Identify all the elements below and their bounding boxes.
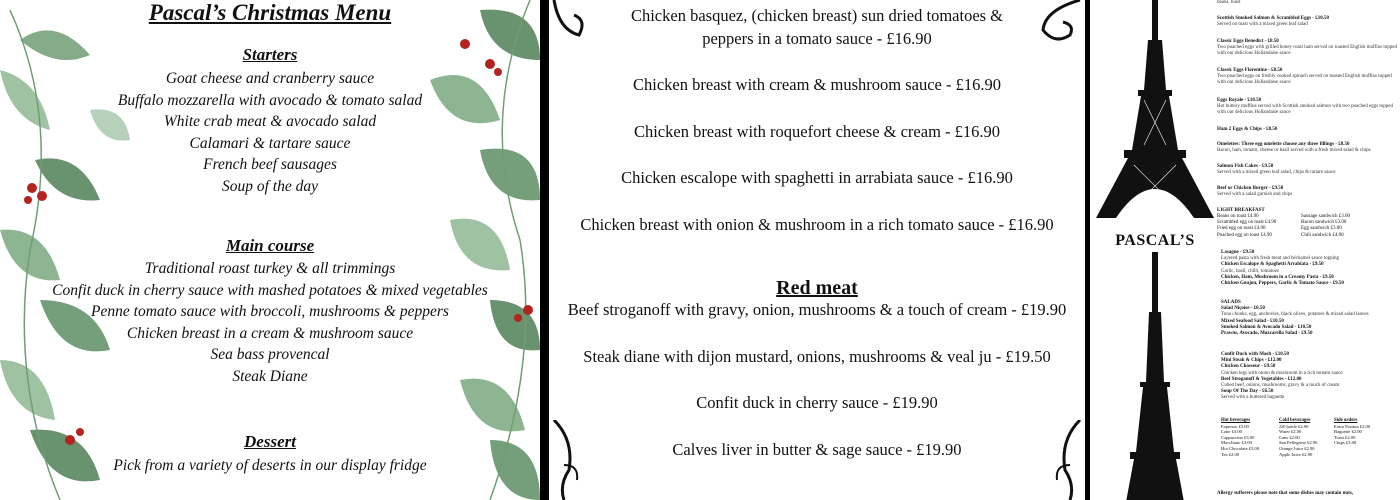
beverage-item: Cans £2.00 xyxy=(1279,434,1300,440)
course-item: Calves liver in butter & sage sauce - £19.90 xyxy=(672,440,962,459)
menu-item-desc: Served on toast with a mixed green leaf salad xyxy=(1217,22,1308,28)
light-breakfast-item: Chili sandwich £4.90 xyxy=(1301,232,1344,238)
menu-item-name: Beef Stroganoff & Vegetables - £12.00 xyxy=(1221,376,1302,382)
christmas-menu-panel xyxy=(0,0,540,500)
menu-item-desc: Served with a salad garnish and chips xyxy=(1217,192,1293,198)
menu-item-name: Smoked Salmon & Avocado Salad - £10.50 xyxy=(1221,324,1312,330)
christmas-menu-title: Pascal’s Christmas Menu xyxy=(148,0,392,25)
menu-item-name: Mixed Seafood Salad - £10.50 xyxy=(1221,318,1284,324)
side-order-item: Toast £2.00 xyxy=(1334,434,1356,440)
light-breakfast-item: Scrambled egg on toast £4.90 xyxy=(1217,220,1277,226)
cold-beverages-list xyxy=(1279,418,1334,457)
course-item: Chicken escalope with spaghetti in arrabiata sauce - £16.90 xyxy=(621,168,1013,187)
dessert-item: Pick from a variety of deserts in our display fridge xyxy=(113,457,427,474)
menu-item-name: Chicken Escalope & Spaghetti Arrabiata - £9.50 xyxy=(1221,262,1324,268)
menu-item-desc: Bacon, ham, tomato, cheese or basil served with a fresh mixed salad & chips xyxy=(1217,148,1371,154)
light-breakfast-item: Poached egg on toast £4.90 xyxy=(1217,232,1272,238)
menu-item-name: Omelettes: Three egg omelette choose any three fillings - £8.50 xyxy=(1217,142,1350,147)
course-item: peppers in a tomato sauce - £16.90 xyxy=(702,29,932,48)
side-order-item: Baguette £2.00 xyxy=(1334,429,1362,435)
cold-beverages-heading: Cold beverages xyxy=(1279,418,1311,423)
light-breakfast-item: Egg sandwich £3.00 xyxy=(1301,226,1342,232)
beverage-item: J20 bottle £2.90 xyxy=(1279,423,1309,429)
menu-item-name: Prawns, Avocado, Mozzarella Salad - £9.50 xyxy=(1221,331,1313,337)
main-course-item: Penne tomato sauce with broccoli, mushrooms & peppers xyxy=(91,303,449,320)
menu-item-desc: Chicken legs with onion & mushroom in a rich tomato sauce xyxy=(1221,370,1343,376)
light-breakfast-item: Fried egg on toast £4.90 xyxy=(1217,226,1266,232)
menu-item-name: Scottish Smoked Salmon & Scrambled Eggs - £10.50 xyxy=(1217,16,1329,21)
side-orders-list xyxy=(1334,418,1396,446)
allergy-note: Allergy sufferers please note that some dishes may contain nuts, xyxy=(1217,491,1354,496)
menu-item-desc: Hot buttery muffins served with Scottish smoked salmon with two poached eggs topped with our delicious Hollandaise sauce xyxy=(1217,104,1393,116)
menu-item-name: Beef or Chicken Burger - £9.50 xyxy=(1217,186,1284,191)
main-course-heading: Main course xyxy=(225,236,315,255)
hot-beverages-list xyxy=(1221,418,1279,457)
course-item: Chicken breast with onion & mushroom in a rich tomato sauce - £16.90 xyxy=(580,215,1054,234)
course-item: Chicken basquez, (chicken breast) sun dried tomatoes & xyxy=(630,6,1004,25)
beverage-item: Hot Chocolate £3.00 xyxy=(1221,445,1260,451)
pascals-menu-panel xyxy=(1090,0,1400,500)
menu-item-desc: Served with a mixed green leaf salad, chips & tartare sauce xyxy=(1217,170,1336,176)
beverage-item: Cappuccino £3.00 xyxy=(1221,434,1255,440)
menu-item-name: Classic Eggs Florentine - £8.50 xyxy=(1217,68,1283,73)
menu-item-desc: Two poached eggs with grilled honey roast ham served on toasted English muffins topped with our delicious Hollandaise sauce xyxy=(1217,45,1397,57)
course-item: Chicken breast with cream & mushroom sauce - £16.90 xyxy=(633,75,1001,94)
menu-item-name: Eggs Royale - £10.50 xyxy=(1217,98,1262,103)
menu-item-desc: Served with a buttered baguette xyxy=(1221,395,1285,401)
beverage-item: Water £2.00 xyxy=(1279,429,1302,435)
light-breakfast-heading: LIGHT BREAKFAST xyxy=(1217,208,1265,213)
course-item: Confit duck in cherry sauce - £19.90 xyxy=(696,393,938,412)
menu-item-name: Salmon Fish Cakes - £9.50 xyxy=(1217,164,1274,169)
side-order-item: Chips £3.00 xyxy=(1334,440,1357,446)
starter-item: White crab meat & avocado salad xyxy=(163,113,377,130)
menu-item-name: Chicken, Ham, Mushroom in a Creamy Pasta - £9.50 xyxy=(1221,274,1334,280)
menu-item-name: Chicken Chasseur - £9.50 xyxy=(1221,364,1276,370)
menu-item-name: Confit Duck with Mash - £10.50 xyxy=(1221,352,1290,357)
menu-item-desc: Cubed beef, onions, mushrooms, gravy & a touch of cream xyxy=(1221,383,1340,389)
starters-heading: Starters xyxy=(242,45,298,64)
main-course-item: Traditional roast turkey & all trimmings xyxy=(144,260,396,277)
starter-item: Calamari & tartare sauce xyxy=(189,135,351,152)
menu-item-desc: beans, toast xyxy=(1217,0,1241,5)
main-course-item: Confit duck in cherry sauce with mashed potatoes & mixed vegetables xyxy=(52,282,488,299)
main-course-item: Steak Diane xyxy=(232,368,308,385)
course-item: Steak diane with dijon mustard, onions, mushrooms & veal ju - £19.50 xyxy=(583,347,1051,366)
beverage-item: Orange Juice £2.90 xyxy=(1279,445,1315,451)
menu-item-name: Salad Niçoise - £8.50 xyxy=(1221,306,1265,312)
starter-item: Buffalo mozzarella with avocado & tomato salad xyxy=(117,92,423,109)
beverage-item: Macchiato £3.00 xyxy=(1221,440,1252,446)
menu-item-name: Classic Eggs Benedict - £8.50 xyxy=(1217,39,1279,44)
beverage-item: San Pellegrino £2.90 xyxy=(1279,440,1318,446)
menu-item-name: Ham 2 Eggs & Chips - £8.50 xyxy=(1217,127,1278,132)
dessert-heading: Dessert xyxy=(244,432,296,451)
light-breakfast-item: Beans on toast £4.90 xyxy=(1217,214,1259,219)
side-orders-heading: Side orders xyxy=(1334,418,1358,423)
starter-item: Goat cheese and cranberry sauce xyxy=(165,70,375,87)
menu-item-name: Soup Of The Day - £6.50 xyxy=(1221,389,1274,395)
starter-item: French beef sausages xyxy=(203,156,337,173)
beverage-item: Latte £3.00 xyxy=(1221,429,1242,435)
hot-beverages-heading: Hot beverages xyxy=(1221,418,1251,423)
main-course-item: Sea bass provencal xyxy=(210,346,330,363)
menu-item-name: Mini Steak & Chips - £12.00 xyxy=(1221,358,1282,364)
menu-item-name: Chicken Goujon, Peppers, Garlic & Tomato Sauce - £9.50 xyxy=(1221,281,1344,287)
eiffel-tower-lower-icon xyxy=(1094,252,1219,500)
red-meat-heading: Red meat xyxy=(776,277,858,299)
light-breakfast-item: Sausage sandwich £3.00 xyxy=(1301,214,1351,219)
course-item: Beef stroganoff with gravy, onion, mushrooms & a touch of cream - £19.90 xyxy=(567,300,1067,319)
eiffel-tower-icon xyxy=(1094,0,1219,225)
beverage-item: Apple Juice £2.90 xyxy=(1279,451,1313,457)
main-course-item: Chicken breast in a cream & mushroom sauce xyxy=(126,325,414,342)
starter-item: Soup of the day xyxy=(222,178,318,195)
main-courses-panel xyxy=(549,0,1085,500)
menu-item-desc: Two poached eggs on freshly cooked spinach served on toasted English muffins topped with our delicious Hollandaise sauce xyxy=(1217,74,1392,86)
menu-item-desc: Layered pasta with fresh meat and béchamel sauce topping xyxy=(1221,256,1340,262)
side-order-item: Extra Portion £2.00 xyxy=(1334,423,1371,429)
menu-item-name: Lasagne - £9.50 xyxy=(1221,250,1255,255)
menu-item-desc: Garlic, basil, chilli, tomatoes xyxy=(1221,268,1279,274)
course-item: Chicken breast with roquefort cheese & cream - £16.90 xyxy=(633,122,1001,141)
beverage-item: Espresso £3.00 xyxy=(1221,423,1249,429)
salads-heading: SALADS xyxy=(1221,300,1241,305)
beverage-item: Tea £2.00 xyxy=(1221,451,1240,457)
menu-item-desc: Tuna chunks, egg, anchovies, black olives, potatoes & mixed salad leaves xyxy=(1221,312,1369,318)
light-breakfast-item: Bacon sandwich £3.00 xyxy=(1301,220,1347,226)
pascals-brand-logo: PASCAL’S xyxy=(1115,232,1195,249)
